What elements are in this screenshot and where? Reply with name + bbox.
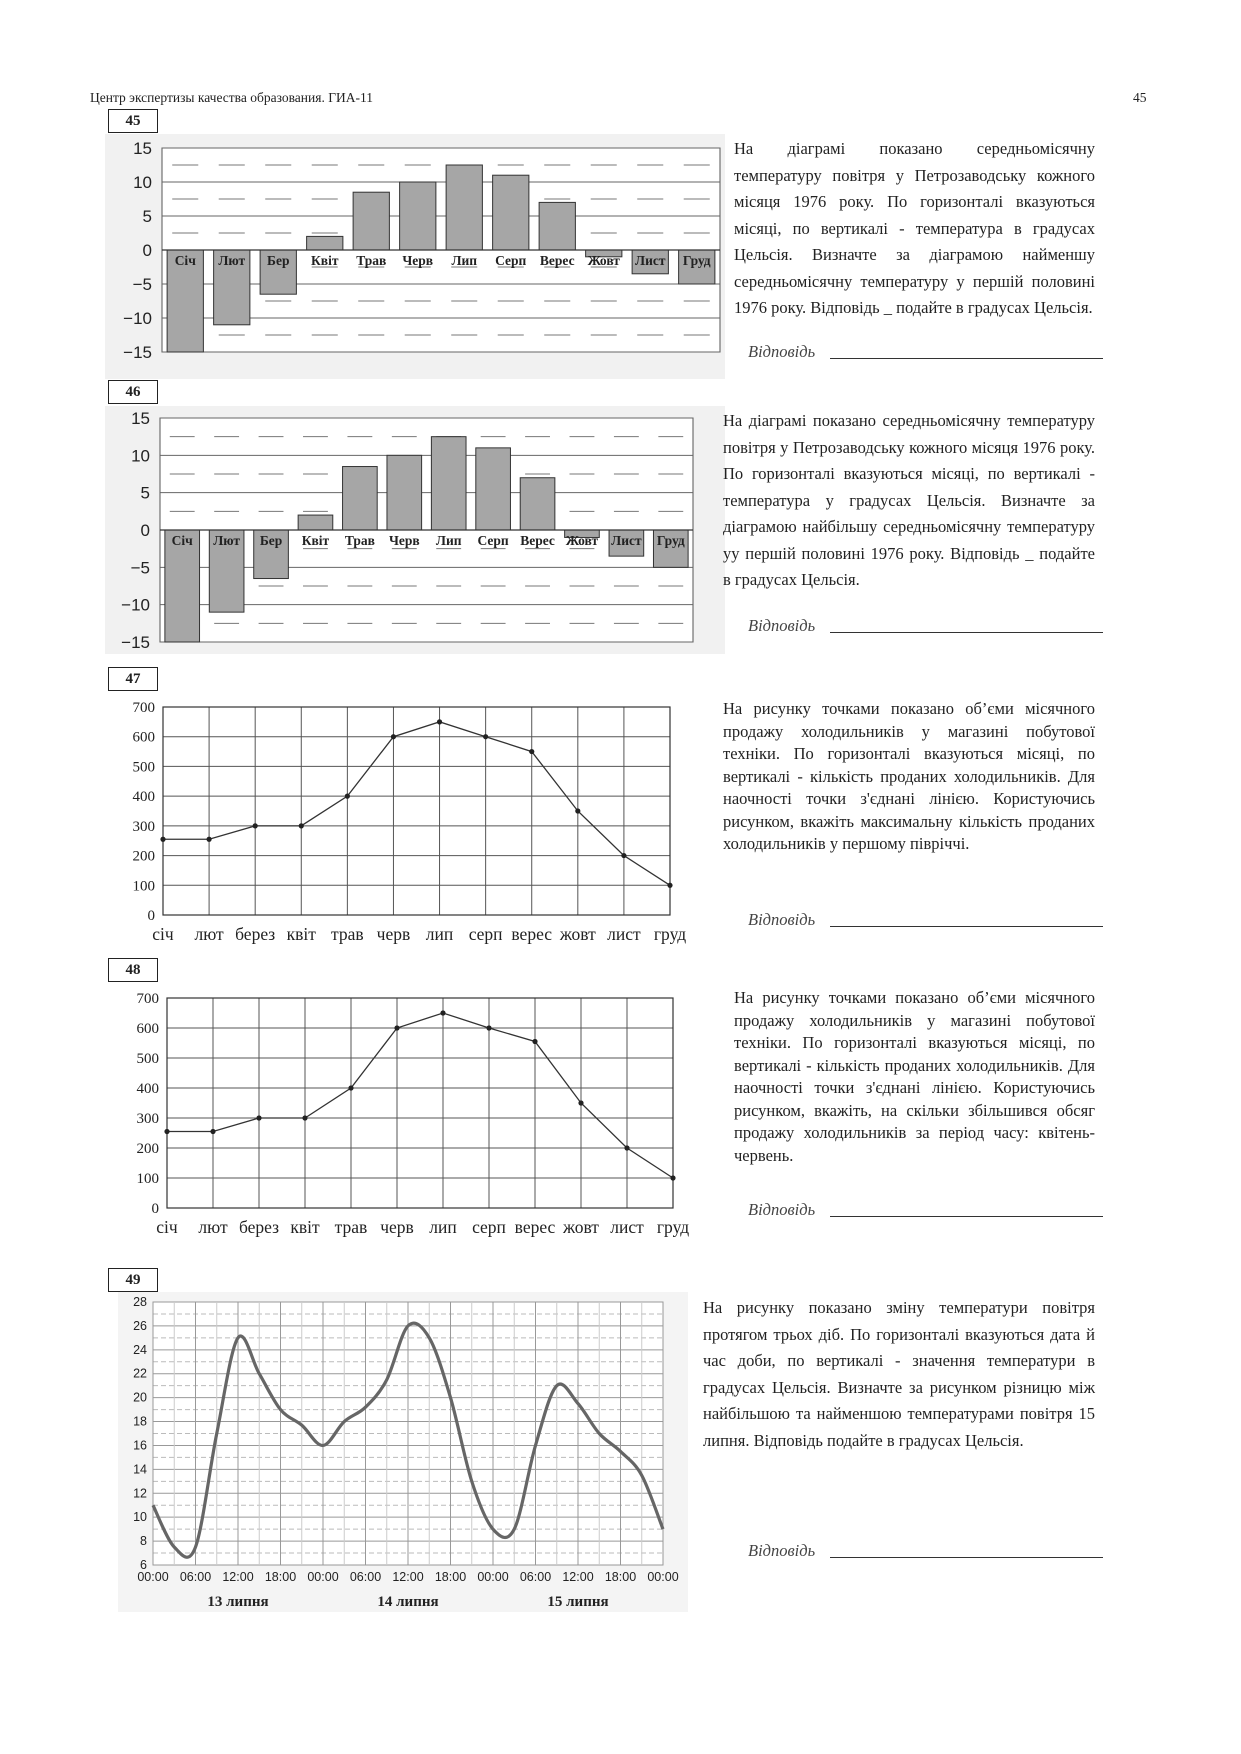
category-label: Груд: [656, 533, 685, 548]
answer-line: [830, 926, 1103, 927]
y-tick-label: 100: [136, 1171, 159, 1187]
data-point: [348, 1085, 353, 1090]
bar: [298, 515, 333, 530]
series-line: [167, 1013, 673, 1178]
category-label: Лист: [611, 533, 642, 548]
category-label: Січ: [174, 253, 196, 268]
x-tick-label: трав: [334, 1217, 368, 1237]
x-tick-label: січ: [156, 1217, 178, 1237]
category-label: Квіт: [311, 253, 339, 268]
category-label: Серп: [495, 253, 527, 268]
x-tick-label: квіт: [286, 924, 316, 944]
category-label: Жовт: [565, 533, 599, 548]
y-tick-label: −15: [123, 343, 152, 362]
y-tick-label: 5: [140, 483, 150, 503]
x-tick-label: груд: [653, 924, 687, 944]
data-point: [529, 749, 534, 754]
answer-field-46[interactable]: [748, 616, 1103, 636]
x-tick-label: трав: [331, 924, 364, 944]
category-label: Лют: [218, 253, 246, 268]
x-tick-label: 06:00: [179, 1570, 212, 1584]
x-tick-label: 06:00: [519, 1570, 552, 1584]
y-tick-label: 0: [147, 908, 155, 924]
data-point: [575, 808, 580, 813]
data-point: [256, 1115, 261, 1120]
x-tick-label: лип: [429, 1217, 457, 1237]
y-tick-label: 600: [132, 729, 155, 746]
data-point: [302, 1115, 307, 1120]
x-tick-label: жовт: [563, 1217, 599, 1237]
y-tick-label: −15: [121, 633, 150, 652]
answer-line: [830, 358, 1103, 359]
page-number: 45: [1133, 90, 1147, 105]
x-tick-label: лип: [425, 924, 454, 944]
y-tick-label: 0: [151, 1201, 159, 1217]
x-tick-label: черв: [380, 1217, 414, 1237]
data-point: [391, 734, 396, 739]
y-tick-label: 28: [133, 1295, 147, 1309]
answer-label: Відповідь: [748, 616, 816, 635]
x-tick-label: серп: [468, 924, 503, 944]
y-tick-label: −10: [121, 595, 150, 615]
x-tick-label: груд: [656, 1217, 690, 1237]
y-tick-label: 16: [133, 1438, 147, 1453]
data-point: [345, 794, 350, 799]
category-label: Лип: [451, 253, 478, 268]
y-tick-label: 15: [133, 139, 152, 158]
answer-field-47[interactable]: [748, 910, 1103, 930]
bar: [493, 175, 529, 250]
x-tick-label: 18:00: [434, 1570, 467, 1584]
answer-line: [830, 632, 1103, 633]
task-text-46: На діаграмі показано середньомісячну температуру повітря у Петрозаводську кожного місяця 1976 року. По горизонталі вказуються місяці, по вертикалі - температура у градусах Цельсія. Визначте за діаграмою найбільшу середньомісячну температуру уу першій половині 1976 року. Відповідь _ подайте в градусах Цельсія.: [723, 411, 1095, 589]
y-tick-label: 400: [136, 1081, 159, 1097]
category-label: Трав: [356, 253, 387, 268]
x-tick-label: 12:00: [392, 1570, 424, 1584]
data-point: [299, 823, 304, 828]
task-number-48: 48: [108, 958, 158, 982]
y-tick-label: 26: [133, 1318, 147, 1333]
x-tick-label: січ: [152, 924, 174, 944]
y-tick-label: 0: [140, 521, 150, 540]
line-chart-48: [105, 986, 710, 1241]
x-tick-label: лист: [610, 1217, 644, 1237]
data-point: [532, 1039, 537, 1044]
category-label: Лют: [213, 533, 241, 548]
temperature-chart-49: [118, 1292, 688, 1612]
data-point: [667, 883, 672, 888]
bar: [307, 236, 343, 250]
x-tick-label: берез: [235, 924, 276, 944]
y-tick-label: 700: [136, 991, 159, 1007]
y-tick-label: −5: [132, 275, 152, 294]
answer-field-48[interactable]: [748, 1200, 1103, 1220]
x-tick-label: 18:00: [264, 1570, 297, 1584]
y-tick-label: 5: [142, 207, 152, 226]
y-tick-label: 200: [132, 848, 155, 865]
y-tick-label: 22: [133, 1366, 147, 1381]
x-tick-label: лют: [194, 924, 224, 944]
y-tick-label: −5: [130, 558, 150, 578]
category-label: Січ: [171, 533, 193, 548]
data-point: [160, 837, 165, 842]
y-tick-label: 500: [136, 1051, 159, 1067]
task-text-48: На рисунку точками показано об’єми місячного продажу холодильників у магазині побутової техніки. По горизонталі вказуються місяці, по вертикалі - кількість проданих холодильників. Для наочності точки з'єднані лінією. Користуючись рисунком, вкажіть, на скільки збільшився обсяг продажу холодильників за період часу: квітень-червень.: [734, 988, 1095, 1165]
bar: [446, 165, 482, 250]
category-label: Бер: [259, 533, 283, 548]
y-tick-label: 8: [140, 1534, 147, 1549]
day-label: 15 липня: [547, 1594, 609, 1610]
data-point: [206, 837, 211, 842]
category-label: Квіт: [301, 533, 330, 548]
x-tick-label: жовт: [559, 924, 596, 944]
y-tick-label: 300: [136, 1111, 159, 1127]
category-label: Верес: [520, 533, 555, 548]
data-point: [670, 1175, 675, 1180]
bar: [343, 467, 378, 530]
bar: [520, 478, 555, 530]
x-tick-label: 12:00: [562, 1570, 594, 1584]
plot-frame: [163, 707, 670, 915]
x-tick-label: серп: [472, 1217, 506, 1237]
answer-label: Відповідь: [748, 1200, 816, 1219]
y-tick-label: 200: [136, 1141, 159, 1157]
data-point: [210, 1129, 215, 1134]
line-chart-47: [105, 693, 705, 943]
task-number-46: 46: [108, 380, 158, 404]
y-tick-label: 10: [131, 446, 150, 466]
x-tick-label: 00:00: [477, 1570, 509, 1584]
y-tick-label: 10: [133, 1510, 147, 1525]
bar-chart-45: [105, 134, 725, 379]
data-point: [164, 1129, 169, 1134]
y-tick-label: 24: [133, 1342, 147, 1357]
category-label: Трав: [344, 533, 375, 548]
y-tick-label: 10: [133, 173, 152, 192]
x-tick-label: 00:00: [647, 1570, 679, 1584]
category-label: Черв: [388, 533, 420, 548]
answer-label: Відповідь: [748, 1541, 816, 1560]
data-point: [624, 1145, 629, 1150]
data-point: [483, 734, 488, 739]
x-tick-label: 00:00: [307, 1570, 339, 1584]
data-point: [394, 1025, 399, 1030]
task-number-45: 45: [108, 109, 158, 133]
page-header-title: Центр экспертизы качества образования. ГИА-11: [90, 90, 373, 105]
data-point: [437, 719, 442, 724]
task-text-47: На рисунку точками показано об’єми місячного продажу холодильників у магазині побутової техніки. По горизонталі вказуються місяці, по вертикалі - кількість проданих холодильників. Для наочності точки з'єднані лінією. Користуючись рисунком, вкажіть максимальну кількість проданих холодильників у першому півріччі.: [723, 699, 1095, 853]
category-label: Лист: [635, 253, 666, 268]
category-label: Лип: [435, 533, 462, 548]
category-label: Серп: [477, 533, 509, 548]
answer-label: Відповідь: [748, 342, 816, 361]
bar: [353, 192, 389, 250]
category-label: Черв: [402, 253, 434, 268]
y-tick-label: 15: [131, 409, 150, 428]
series-line: [163, 722, 670, 885]
data-point: [253, 823, 258, 828]
bar: [387, 455, 422, 530]
x-tick-label: 00:00: [137, 1570, 169, 1584]
x-tick-label: верес: [514, 1217, 556, 1237]
x-tick-label: черв: [376, 924, 411, 944]
bar: [539, 202, 575, 250]
y-tick-label: −10: [123, 309, 152, 328]
answer-field-45[interactable]: [748, 342, 1103, 362]
data-point: [578, 1100, 583, 1105]
y-tick-label: 500: [132, 759, 155, 776]
data-point: [621, 853, 626, 858]
y-tick-label: 600: [136, 1021, 159, 1037]
answer-line: [830, 1216, 1103, 1217]
answer-field-49[interactable]: [748, 1541, 1103, 1561]
category-label: Груд: [682, 253, 711, 268]
task-text-49: На рисунку показано зміну температури повітря протягом трьох діб. По горизонталі вказуються дата й час доби, по вертикалі - значення температури в градусах Цельсія. Визначте за рисунком різницю між найбільшою та найменшою температурами повітря 15 липня. Відповідь подайте в градусах Цельсія.: [703, 1298, 1095, 1450]
x-tick-label: берез: [238, 1217, 280, 1237]
y-tick-label: 400: [132, 789, 155, 806]
y-tick-label: 12: [133, 1486, 147, 1501]
category-label: Бер: [267, 253, 290, 268]
y-tick-label: 300: [132, 818, 155, 835]
bar: [476, 448, 511, 530]
x-tick-label: верес: [511, 924, 553, 944]
y-tick-label: 20: [133, 1390, 147, 1405]
x-tick-label: лист: [607, 924, 641, 944]
y-tick-label: 14: [133, 1462, 147, 1477]
x-tick-label: 12:00: [222, 1570, 254, 1584]
x-tick-label: 18:00: [604, 1570, 637, 1584]
x-tick-label: лют: [198, 1217, 228, 1237]
task-text-45: На діаграмі показано середньомісячну температуру повітря у Петрозаводську кожного місяця 1976 року. По горизонталі вказуються місяці, по вертикалі - температура в градусах Цельсія. Визначте за діаграмою найменшу середньомісячну температуру у першій половині 1976 року. Відповідь _ подайте в градусах Цельсія.: [734, 139, 1095, 317]
day-label: 14 липня: [377, 1594, 439, 1610]
y-tick-label: 6: [140, 1558, 147, 1572]
y-tick-label: 100: [132, 878, 155, 895]
bar: [400, 182, 436, 250]
data-point: [486, 1025, 491, 1030]
y-tick-label: 18: [133, 1414, 147, 1429]
day-label: 13 липня: [207, 1594, 269, 1610]
category-label: Верес: [539, 253, 575, 268]
x-tick-label: 06:00: [349, 1570, 382, 1584]
bar-chart-46: [105, 406, 725, 654]
plot-frame: [167, 998, 673, 1208]
task-number-49: 49: [108, 1268, 158, 1292]
bar: [431, 437, 466, 530]
category-label: Жовт: [587, 253, 620, 268]
y-tick-label: 0: [142, 241, 152, 260]
x-tick-label: квіт: [290, 1217, 320, 1237]
answer-line: [830, 1557, 1103, 1558]
answer-label: Відповідь: [748, 910, 816, 929]
task-number-47: 47: [108, 667, 158, 691]
data-point: [440, 1010, 445, 1015]
y-tick-label: 700: [132, 700, 155, 716]
